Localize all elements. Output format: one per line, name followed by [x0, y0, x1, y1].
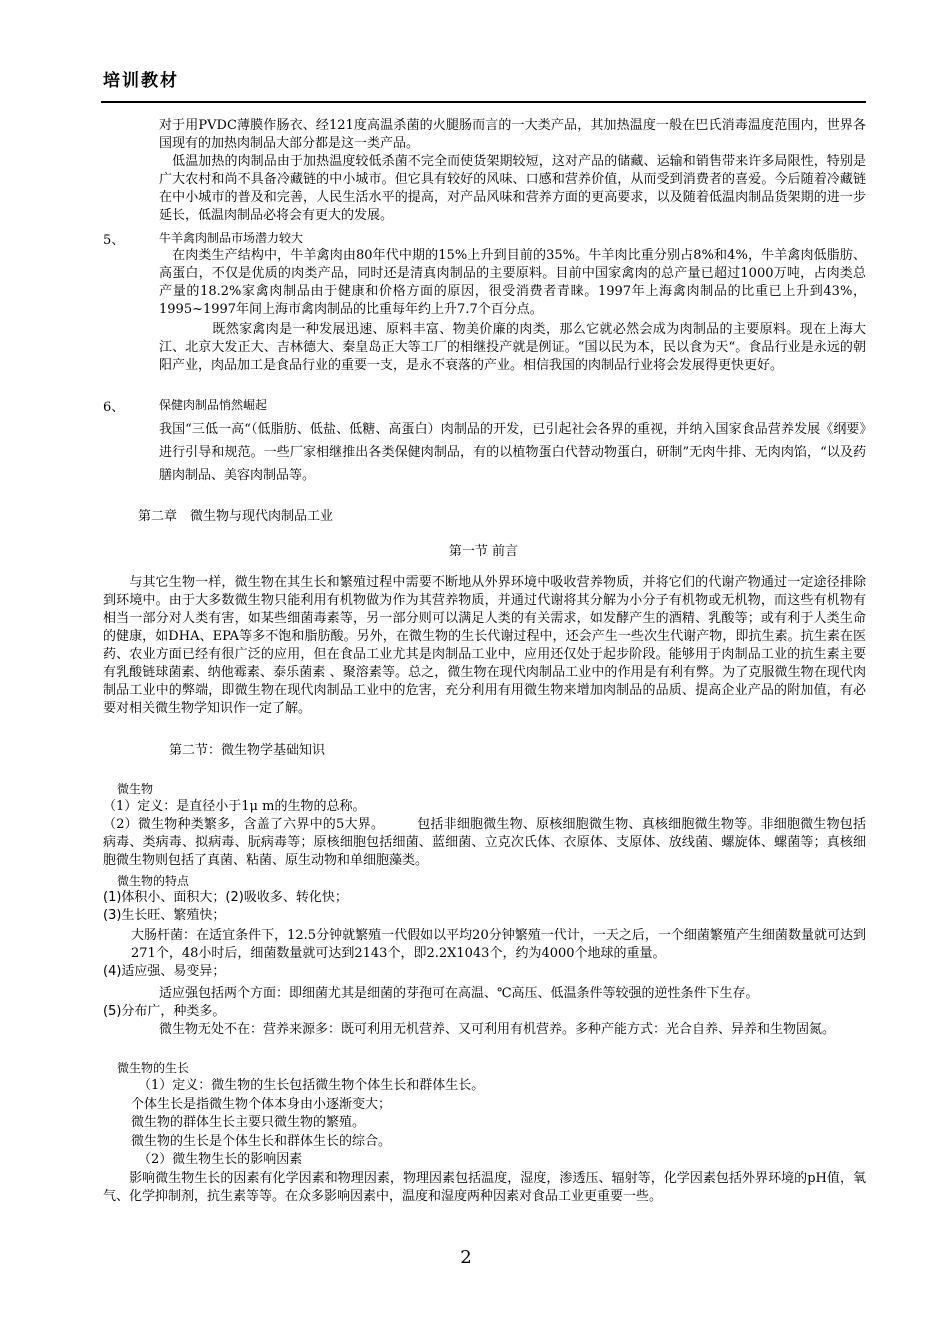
- feature-1-2: (1)体积小、面积大；(2)吸收多、转化快；: [103, 890, 348, 905]
- sec4-paragraph-2: 低温加热的肉制品由于加热温度较低杀菌不完全而使货架期较短，这对产品的储藏、运输和销售带来许多局限性，特别是广大农村和尚不具备冷藏链的中小城市。但它具有较好的风味、口感和营养价值，从而受到消费者的喜爱。今后随着冷藏链在中小城市的普及和完善，人民生活水平的提高，对产品风味和营养方面的更高要求，以及随着低温肉制品货架期的进一步延长，低温肉制品必将会有更大的发展。: [159, 154, 866, 223]
- feature-4: (4)适应强、易变异；: [103, 964, 226, 979]
- feature-5: (5)分布广，种类多。: [103, 1004, 226, 1019]
- chapter-title: 第二章 微生物与现代肉制品工业: [138, 509, 334, 524]
- sec5-paragraph-1: 在肉类生产结构中，牛羊禽肉由80年代中期的15%上升到目前的35%。牛羊肉比重分别占8%和4%，牛羊禽肉低脂肪、高蛋白，不仅是优质的肉类产品，同时还是清真肉制品的主要原料。目前中国家禽肉的总产量已超过1000万吨，占肉类总产量的18.2%家禽肉制品由于健康和价格方面的原因，很受消费者青睐。1997年上海禽肉制品的比重已上升到43%，1995~1997年间上海市禽肉制品的比重每年约上升7.7个百分点。: [159, 248, 866, 317]
- micro-kinds: （2）微生物种类繁多，含盖了六界中的5大界。 包括非细胞微生物、原核细胞微生物、真核细胞微生物等。非细胞微生物包括病毒、类病毒、拟病毒、朊病毒等；原核细胞包括细菌、蓝细菌、立克次氏体、衣原体、支原体、放线菌、螺旋体、螺菌等；真核细胞微生物则包括了真菌、粘菌、原生动物和单细胞藻类。: [103, 817, 866, 868]
- micro-definition: （1）定义：是直径小于1μ m的生物的总称。: [103, 799, 366, 814]
- growth-population: 微生物的群体生长主要只微生物的繁殖。: [131, 1115, 366, 1130]
- sec6-paragraph-1: 我国“三低一高“（低脂肪、低盐、低糖、高蛋白）肉制品的开发，已引起社会各界的重视，并纳入国家食品营养发展《纲要》进行引导和规范。一些厂家相继推出各类保健肉制品，有的以植物蛋白代替动物蛋白，研制”无肉牛排、无肉肉馅，“以及药膳肉制品、美容肉制品等。: [159, 422, 866, 483]
- growth-combined: 微生物的生长是个体生长和群体生长的综合。: [131, 1134, 392, 1149]
- header-title: 培训教材: [103, 71, 179, 91]
- sec5-number: 5、: [103, 233, 125, 248]
- header-rule: [101, 101, 866, 103]
- sec6-number: 6、: [103, 400, 125, 415]
- ecoli-example: 大肠杆菌：在适宜条件下，12.5分钟就繁殖一代假如以平均20分钟繁殖一代计，一天之后，一个细菌繁殖产生细菌数量就可达到271个，48小时后，细菌数量就可达到2143个，即2.2X1043个，约为4000个地球的重量。: [131, 928, 866, 961]
- adaptability-note: 适应强包括两个方面：即细菌尤其是细菌的芽孢可在高温、℃高压、低温条件等较强的逆性条件下生存。: [159, 986, 759, 1001]
- micro-features-heading: 微生物的特点: [117, 874, 190, 888]
- sec5-heading: 牛羊禽肉制品市场潜力较大: [159, 231, 304, 245]
- feature-3: (3)生长旺、繁殖快；: [103, 908, 226, 923]
- micro-heading: 微生物: [117, 782, 154, 796]
- growth-definition: （1）定义：微生物的生长包括微生物个体生长和群体生长。: [138, 1078, 485, 1093]
- page-number: 2: [460, 1247, 472, 1268]
- distribution-note: 微生物无处不在：营养来源多：既可利用无机营养、又可利用有机营养。多种产能方式：光合自养、异养和生物固氮。: [159, 1022, 836, 1037]
- sec5-paragraph-2: 既然家禽肉是一种发展迅速、原料丰富、物美价廉的肉类，那么它就必然会成为肉制品的主要原料。现在上海大江、北京大发正大、吉林德大、秦皇岛正大等工厂的相继投产就是例证。“国以民为本，民以食为天“。食品行业是永远的朝阳产业，肉品加工是食品行业的重要一支，是永不衰落的产业。相信我国的肉制品行业将会发展得更快更好。: [159, 322, 866, 373]
- section-2-title: 第二节：微生物学基础知识: [169, 743, 326, 758]
- micro-growth-heading: 微生物的生长: [117, 1061, 190, 1075]
- growth-factors-paragraph: 影响微生物生长的因素有化学因素和物理因素，物理因素包括温度，湿度，渗透压、辐射等，化学因素包括外界环境的pH值，氧气、化学抑制剂，抗生素等等。在众多影响因素中，温度和湿度两种因素对食品工业更重要一些。: [103, 1171, 866, 1204]
- section-1-title: 第一节 前言: [448, 544, 519, 559]
- growth-factors-heading: （2）微生物生长的影响因素: [138, 1152, 303, 1167]
- sec4-paragraph-1: 对于用PVDC薄膜作肠衣、经121度高温杀菌的火腿肠而言的一大类产品，其加热温度一般在巴氏消毒温度范围内，世界各国现有的加热肉制品大部分都是这一类产品。: [159, 118, 866, 151]
- section-1-paragraph: 与其它生物一样，微生物在其生长和繁殖过程中需要不断地从外界环境中吸收营养物质，并将它们的代谢产物通过一定途径排除到环境中。由于大多数微生物只能利用有机物做为作为其营养物质，并通过代谢将其分解为小分子有机物或无机物，而这些有机物有相当一部分对人类有害，如某些细菌毒素等，另一部分则可以满足人类的有关需求，如发酵产生的酒精、乳酸等；或有利于人类生命的健康，如DHA、EPA等多不饱和脂肪酸。另外，在微生物的生长代谢过程中，还会产生一些次生代谢产物，即抗生素。抗生素在医药、农业方面已经有很广泛的应用，但在食品工业尤其是肉制品工业中，应用还仅处于起步阶段。能够用于肉制品工业的抗生素主要有乳酸链球菌素、纳他霉素、泰乐菌素 、聚溶素等。总之，微生物在现代肉制品工业中的作用是有利有弊。为了克服微生物在现代肉制品工业中的弊端，即微生物在现代肉制品工业中的危害，充分利用有用微生物来增加肉制品的品质、提高企业产品的附加值，有必要对相关微生物学知识作一定了解。: [103, 575, 866, 716]
- sec6-heading: 保健肉制品悄然崛起: [159, 398, 268, 412]
- growth-individual: 个体生长是指微生物个体本身由小逐渐变大；: [131, 1097, 392, 1112]
